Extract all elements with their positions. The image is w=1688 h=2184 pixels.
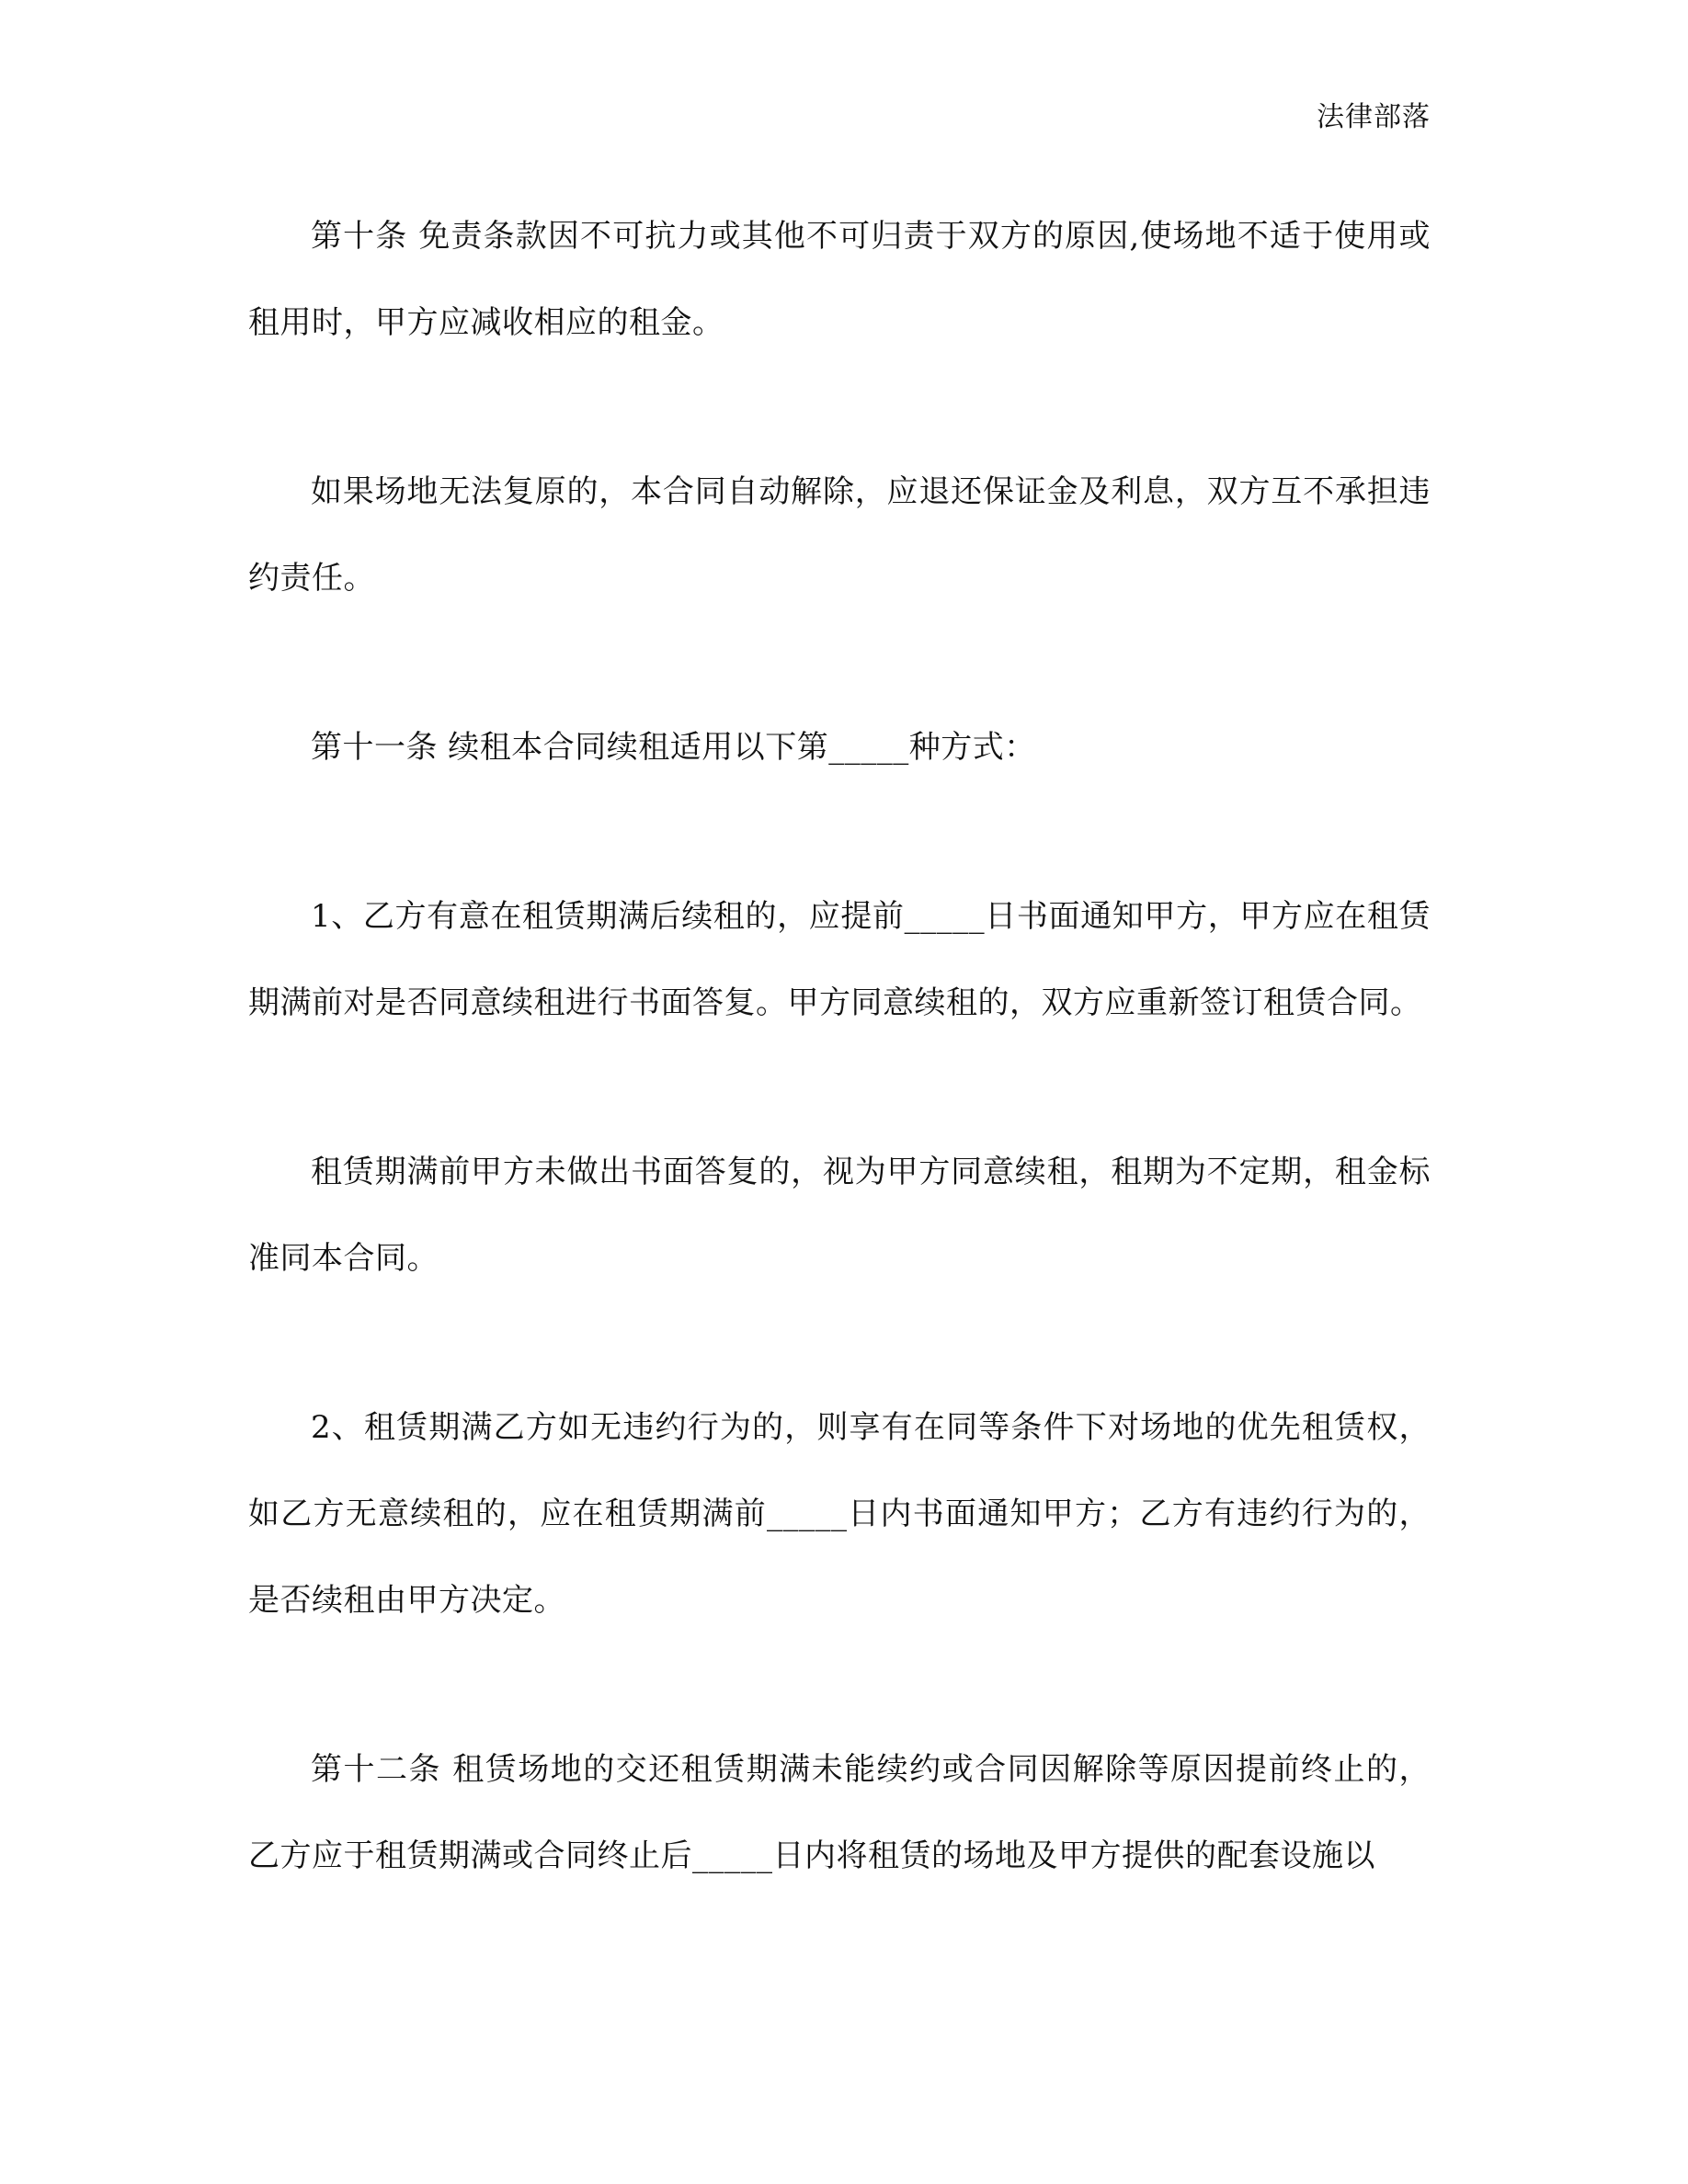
page-header-title: 法律部落 (1317, 101, 1431, 133)
paragraph-article-12: 第十二条 租赁场地的交还租赁期满未能续约或合同因解除等原因提前终止的，乙方应于租赁期满或合同终止后_____日内将租赁的场地及甲方提供的配套设施以 (248, 1751, 1431, 1874)
document-body (248, 193, 1431, 1899)
paragraph-article-11-item-2: 2、租赁期满乙方如无违约行为的，则享有在同等条件下对场地的优先租赁权，如乙方无意续租的，应在租赁期满前_____日内书面通知甲方；乙方有违约行为的，是否续租由甲方决定。 (248, 1409, 1431, 1619)
paragraph-article-10: 第十条 免责条款因不可抗力或其他不可归责于双方的原因,使场地不适于使用或租用时，甲方应减收相应的租金。 (248, 218, 1431, 341)
paragraph-article-11-item-1: 1、乙方有意在租赁期满后续租的，应提前_____日书面通知甲方，甲方应在租赁期满前对是否同意续租进行书面答复。甲方同意续租的，双方应重新签订租赁合同。 (248, 898, 1431, 1021)
paragraph-article-11: 第十一条 续租本合同续租适用以下第_____种方式： (311, 729, 1036, 766)
paragraph-article-11-no-reply: 租赁期满前甲方未做出书面答复的，视为甲方同意续租，租期为不定期，租金标准同本合同。 (248, 1154, 1431, 1277)
paragraph-article-10-unrecoverable: 如果场地无法复原的，本合同自动解除，应退还保证金及利息，双方互不承担违约责任。 (248, 473, 1431, 597)
